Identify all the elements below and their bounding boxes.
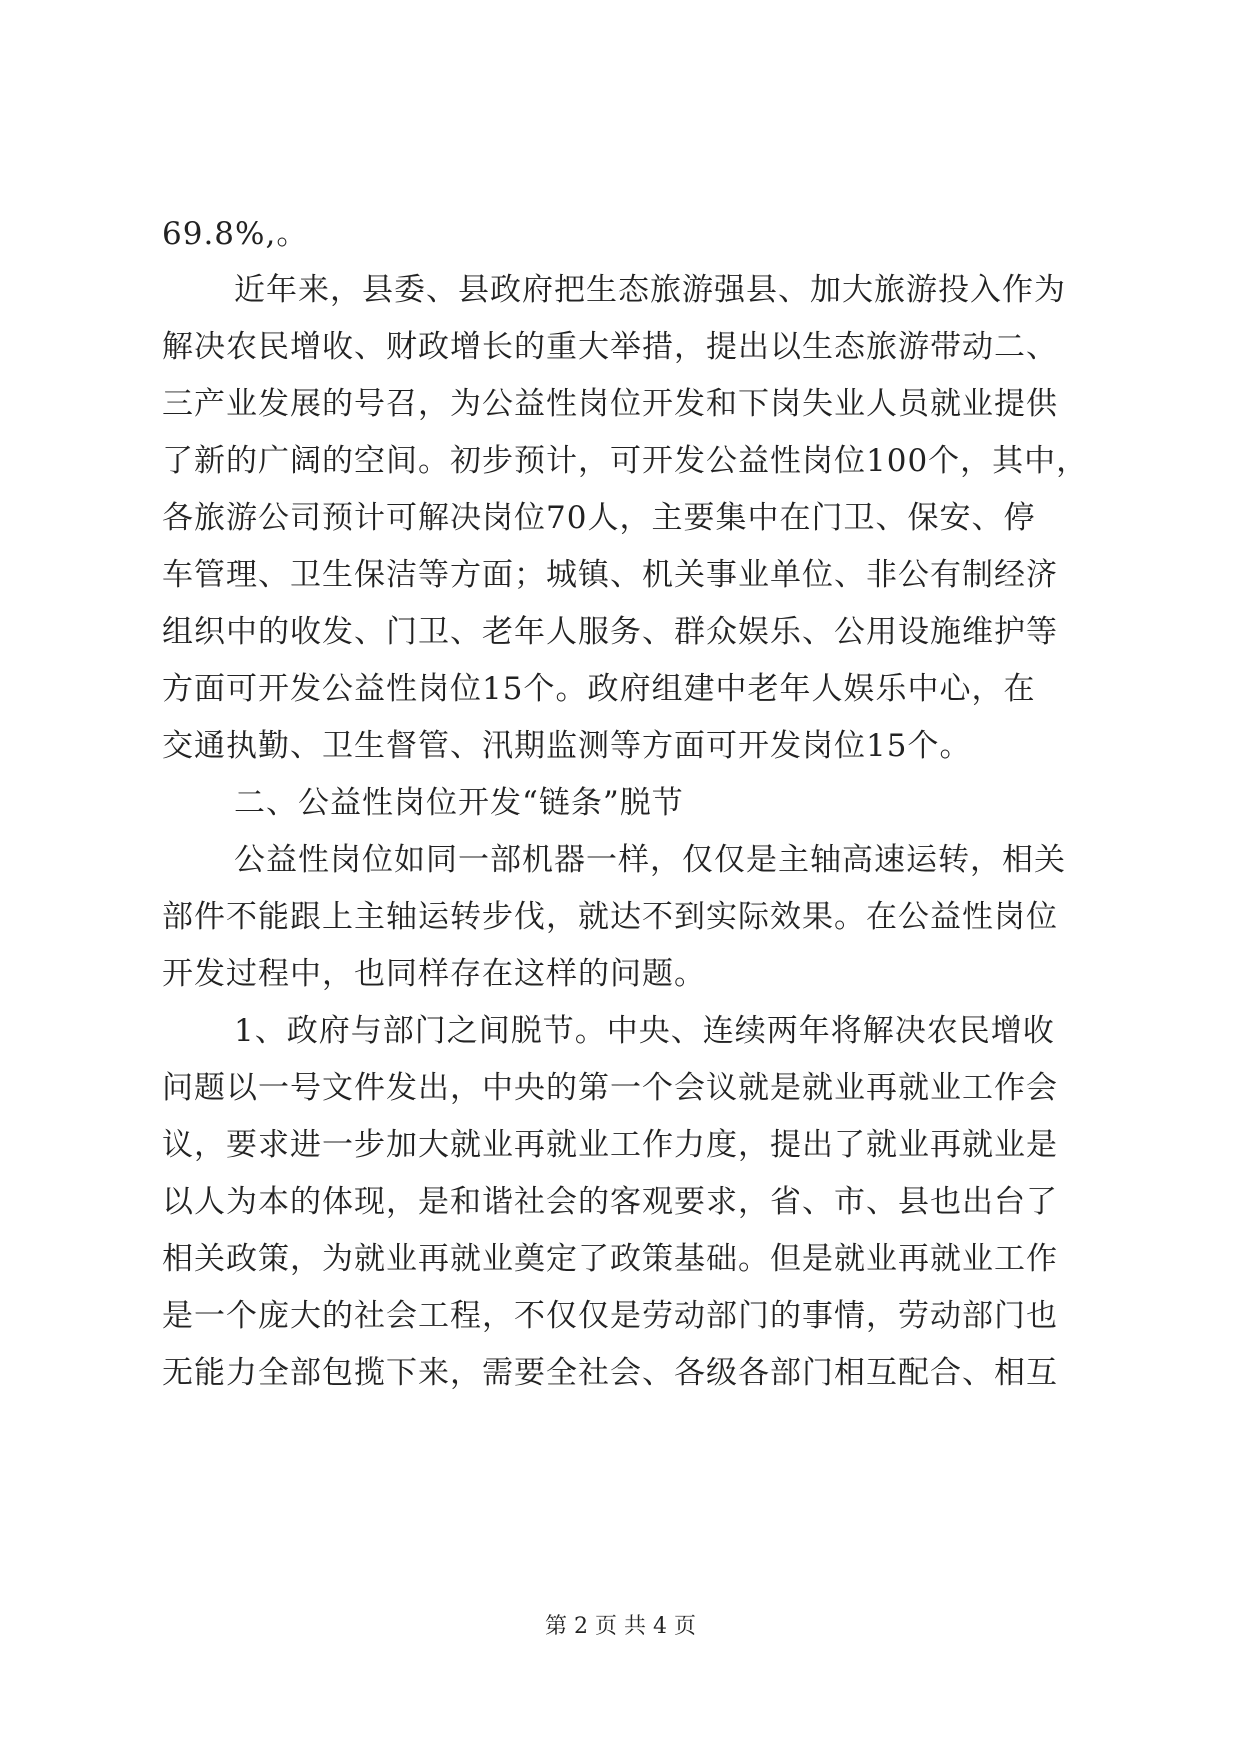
- text-line: 议，要求进一步加大就业再就业工作力度，提出了就业再就业是: [162, 1127, 1058, 1163]
- text-line: 问题以一号文件发出，中央的第一个会议就是就业再就业工作会: [162, 1070, 1058, 1106]
- text-line: 组织中的收发、门卫、老年人服务、群众娱乐、公用设施维护等: [162, 614, 1058, 650]
- text-line: 69.8%,。: [162, 216, 309, 252]
- text-line: 解决农民增收、财政增长的重大举措，提出以生态旅游带动二、: [162, 329, 1058, 365]
- text-line: 是一个庞大的社会工程，不仅仅是劳动部门的事情，劳动部门也: [162, 1298, 1058, 1334]
- text-line: 部件不能跟上主轴运转步伐，就达不到实际效果。在公益性岗位: [162, 899, 1058, 935]
- text-line: 交通执勤、卫生督管、汛期监测等方面可开发岗位15个。: [162, 728, 972, 764]
- paragraph-first-line: 公益性岗位如同一部机器一样，仅仅是主轴高速运转，相关: [234, 842, 1066, 878]
- paragraph-first-line: 近年来，县委、县政府把生态旅游强县、加大旅游投入作为: [234, 272, 1066, 308]
- text-line: 车管理、卫生保洁等方面；城镇、机关事业单位、非公有制经济: [162, 557, 1058, 593]
- paragraph-first-line: 1、政府与部门之间脱节。中央、连续两年将解决农民增收: [234, 1013, 1055, 1049]
- text-line: 了新的广阔的空间。初步预计，可开发公益性岗位100个，其中，: [162, 443, 1089, 479]
- section-heading: 二、公益性岗位开发“链条”脱节: [234, 785, 684, 821]
- text-line: 方面可开发公益性岗位15个。政府组建中老年人娱乐中心，在: [162, 671, 1036, 707]
- text-line: 各旅游公司预计可解决岗位70人，主要集中在门卫、保安、停: [162, 500, 1036, 536]
- text-line: 开发过程中，也同样存在这样的问题。: [162, 956, 706, 992]
- text-line: 以人为本的体现，是和谐社会的客观要求，省、市、县也出台了: [162, 1184, 1058, 1220]
- text-line: 相关政策，为就业再就业奠定了政策基础。但是就业再就业工作: [162, 1241, 1058, 1277]
- text-line: 无能力全部包揽下来，需要全社会、各级各部门相互配合、相互: [162, 1355, 1058, 1391]
- page-footer: 第 2 页 共 4 页: [545, 1614, 696, 1639]
- text-line: 三产业发展的号召，为公益性岗位开发和下岗失业人员就业提供: [162, 386, 1058, 422]
